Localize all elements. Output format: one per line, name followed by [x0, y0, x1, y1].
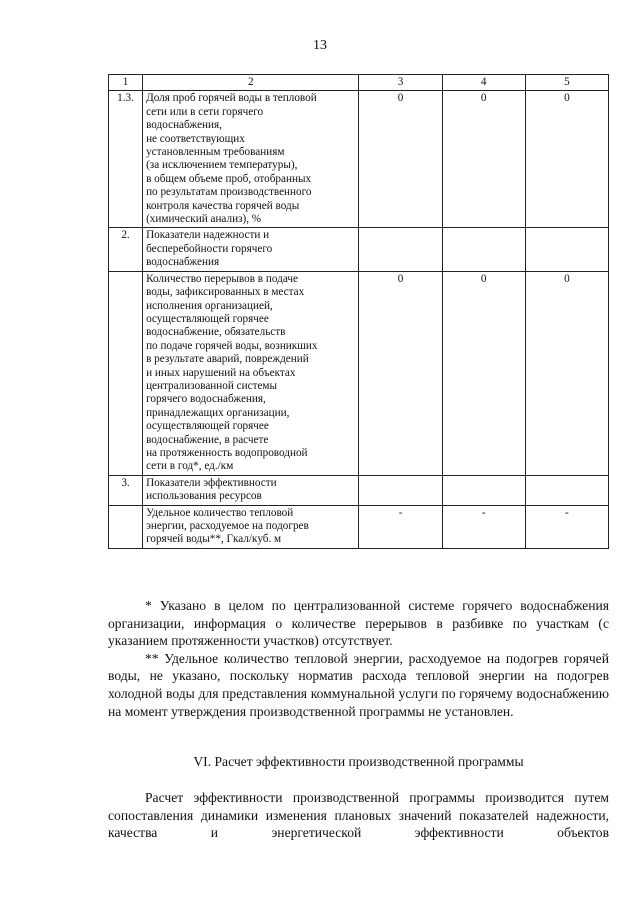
table-row — [109, 91, 609, 228]
header-cell: 4 — [442, 75, 525, 91]
body-text — [108, 789, 609, 842]
page-number: 13 — [313, 38, 327, 53]
header-cell: 3 — [359, 75, 442, 91]
indicator-value: - — [359, 505, 442, 548]
indicator-name: Показатели надежности и бесперебойности горячего водоснабжения — [143, 228, 359, 271]
row-number: 1.3. — [109, 91, 143, 228]
row-number — [109, 271, 143, 475]
row-number: 2. — [109, 228, 143, 271]
footnote-paragraph: ** Удельное количество тепловой энергии, расходуемое на подогрев горячей воды, не указано, поскольку норматив расхода тепловой энергии на подогрев холодной воды для представления коммунальной услуги по горячему водоснабжению на момент утверждения производственной программы не установлен. — [108, 650, 609, 719]
row-number: 3. — [109, 475, 143, 505]
indicator-value: 0 — [525, 91, 608, 228]
table-row — [109, 505, 609, 548]
indicator-name: Доля проб горячей воды в тепловой сети или в сети горячего водоснабжения, не соответствующих установленным требованиям (за исключением температуры), в общем объеме проб, отобранных по результатам производственного контроля качества горячей воды (химический анализ), % — [143, 91, 359, 228]
indicator-value: 0 — [525, 271, 608, 475]
indicator-value — [359, 228, 442, 271]
table-row — [109, 475, 609, 505]
indicator-name: Удельное количество тепловой энергии, расходуемое на подогрев горячей воды**, Гкал/куб. м — [143, 505, 359, 548]
table-header-row — [109, 75, 609, 91]
indicator-value: - — [442, 505, 525, 548]
header-cell: 5 — [525, 75, 608, 91]
indicator-value: - — [525, 505, 608, 548]
indicator-value — [442, 228, 525, 271]
header-cell: 1 — [109, 75, 143, 91]
table-row — [109, 228, 609, 271]
indicator-value — [359, 475, 442, 505]
indicator-value: 0 — [442, 271, 525, 475]
body-paragraph: Расчет эффективности производственной программы производится путем сопоставления динамики изменения плановых значений показателей надежности, качества и энергетической эффективности объектов — [108, 790, 609, 841]
section-title: VI. Расчет эффективности производственной программы — [193, 754, 524, 769]
indicator-value — [525, 228, 608, 271]
indicator-value: 0 — [442, 91, 525, 228]
footnote-paragraph: * Указано в целом по централизованной системе горячего водоснабжения организации, информация о количестве перерывов в разбивке по участкам (с указанием протяженности участков) отсутствует. — [108, 598, 609, 649]
footnotes — [108, 597, 609, 720]
indicator-value — [442, 475, 525, 505]
indicator-value: 0 — [359, 271, 442, 475]
indicator-name: Показатели эффективности использования ресурсов — [143, 475, 359, 505]
indicator-value: 0 — [359, 91, 442, 228]
indicator-value — [525, 475, 608, 505]
indicators-table — [108, 74, 609, 549]
indicator-name: Количество перерывов в подаче воды, зафиксированных в местах исполнения организацией, осуществляющей горячее водоснабжение, обязательств по подаче горячей воды, возникших в результате аварий, повреждений и иных нарушений на объектах централизованной системы горячего водоснабжения, принадлежащих организации, осуществляющей горячее водоснабжение, в расчете на протяженность водопроводной сети в год*, ед./км — [143, 271, 359, 475]
row-number — [109, 505, 143, 548]
header-cell: 2 — [143, 75, 359, 91]
table-row — [109, 271, 609, 475]
